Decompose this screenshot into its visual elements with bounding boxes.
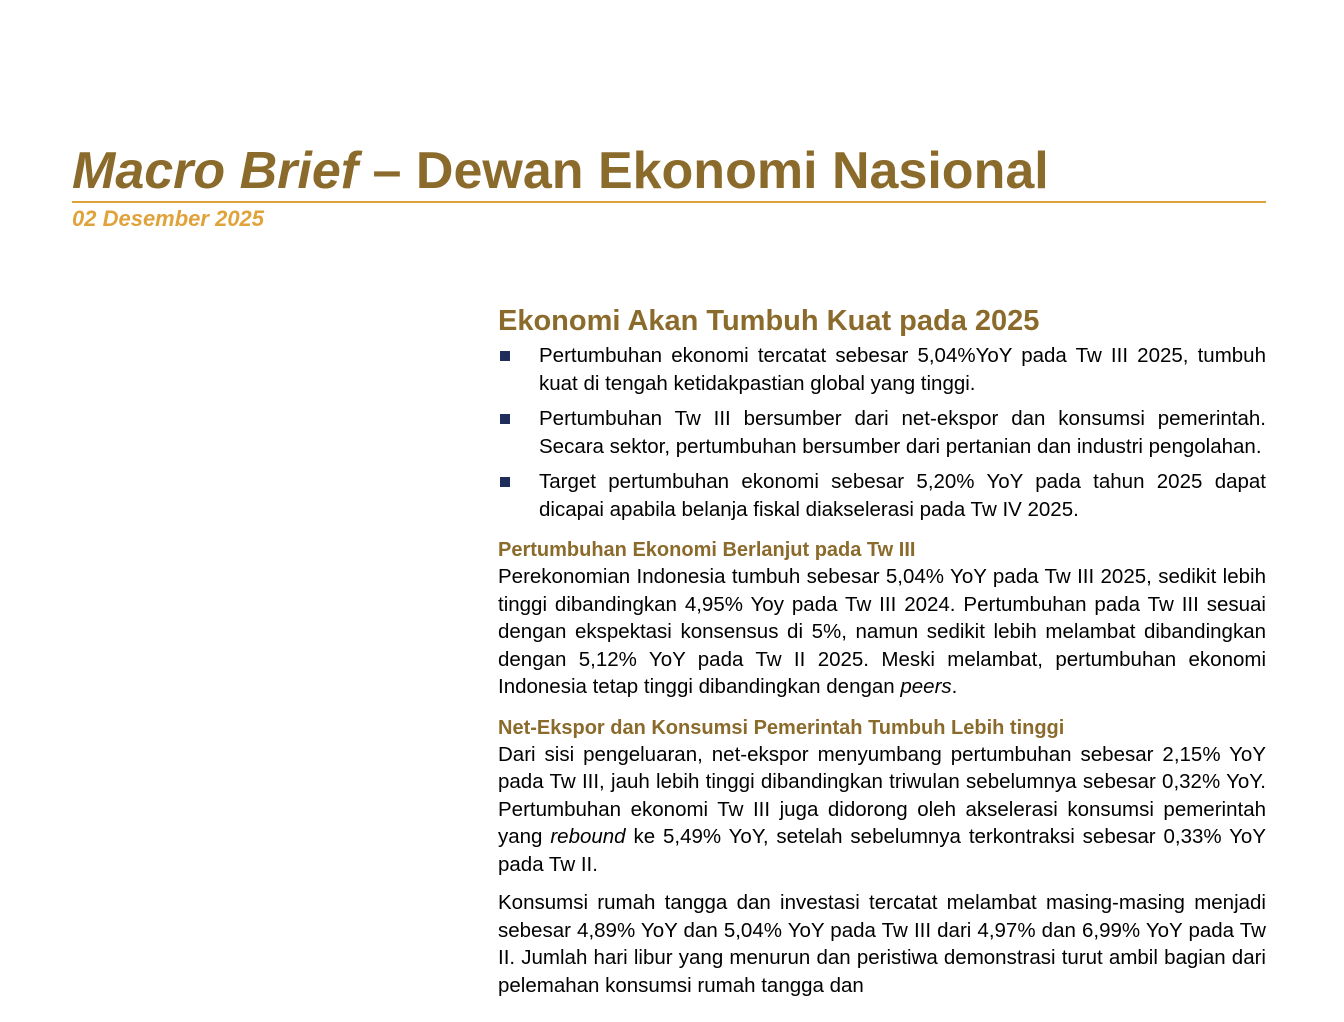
paragraph-growth — [498, 563, 1266, 701]
paragraph-text: ke 5,49% YoY, setelah sebelumnya terkontraksi sebesar 0,33% YoY pada Tw II. — [498, 825, 1266, 876]
subheading-growth: Pertumbuhan Ekonomi Berlanjut pada Tw III — [498, 539, 916, 561]
bullet-text: Target pertumbuhan ekonomi sebesar 5,20% YoY pada tahun 2025 dapat dicapai apabila belanja fiskal diakselerasi pada Tw IV 2025. — [539, 470, 1266, 521]
paragraph-text: Dari sisi pengeluaran, net-ekspor menyumbang pertumbuhan sebesar 2,15% YoY pada Tw III, jauh lebih tinggi dibandingkan triwulan sebelumnya sebesar 0,32% YoY. Pertumbuhan ekonomi Tw III juga didorong oleh akselerasi konsumsi pemerintah yang — [498, 742, 1266, 848]
paragraph-emphasis: rebound — [550, 825, 626, 848]
paragraph-emphasis: peers — [900, 675, 952, 698]
bullet-item — [498, 342, 1266, 397]
title-rest-part: – Dewan Ekonomi Nasional — [358, 142, 1049, 200]
bullet-item — [498, 468, 1266, 523]
paragraph-consumption: Konsumsi rumah tangga dan investasi tercatat melambat masing-masing menjadi sebesar 4,89% YoY dan 5,04% YoY pada Tw III dari 4,97% dan 6,99% YoY pada Tw II. Jumlah hari libur yang menurun dan peristiwa demonstrasi turut ambil bagian dari pelemahan konsumsi rumah tangga dan — [498, 891, 1266, 997]
paragraph-text: Perekonomian Indonesia tumbuh sebesar 5,04% YoY pada Tw III 2025, sedikit lebih tinggi dibandingkan 4,95% Yoy pada Tw III 2024. Pertumbuhan pada Tw III sesuai dengan ekspektasi konsensus di 5%, namun sedikit lebih melambat dibandingkan dengan 5,12% YoY pada Tw II 2025. Meski melambat, pertumbuhan ekonomi Indonesia tetap tinggi dibandingkan dengan — [498, 565, 1266, 698]
bullet-text: Pertumbuhan Tw III bersumber dari net-ekspor dan konsumsi pemerintah. Secara sektor, pertumbuhan bersumber dari pertanian dan industri pengolahan. — [539, 407, 1266, 458]
main-column — [498, 302, 1266, 999]
summary-bullet-list — [498, 342, 1266, 523]
title-italic-part: Macro Brief — [72, 142, 359, 200]
bullet-text: Pertumbuhan ekonomi tercatat sebesar 5,04%YoY pada Tw III 2025, tumbuh kuat di tengah ketidakpastian global yang tinggi. — [539, 344, 1266, 395]
bullet-item — [498, 405, 1266, 460]
square-bullet-icon — [500, 414, 510, 424]
paragraph-net-export — [498, 741, 1266, 879]
square-bullet-icon — [500, 351, 510, 361]
document-date: 02 Desember 2025 — [72, 205, 265, 231]
square-bullet-icon — [500, 477, 510, 487]
document-title — [72, 140, 1266, 202]
document-header — [72, 140, 1266, 233]
subheading-net-export: Net-Ekspor dan Konsumsi Pemerintah Tumbuh Lebih tinggi — [498, 716, 1065, 739]
section-title: Ekonomi Akan Tumbuh Kuat pada 2025 — [498, 305, 1040, 337]
paragraph-text: . — [951, 675, 958, 698]
